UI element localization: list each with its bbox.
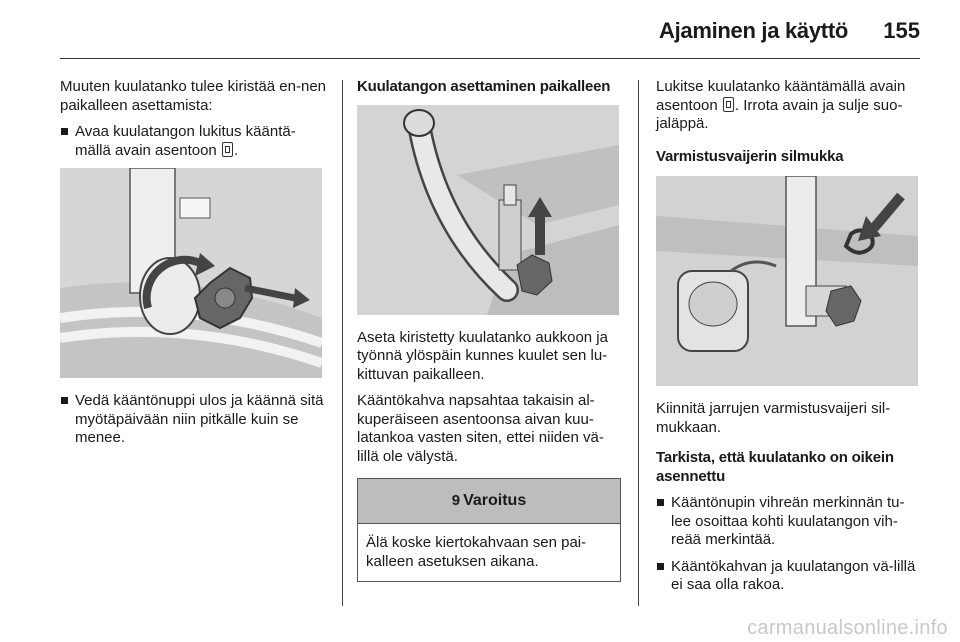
bullet-unlock: Avaa kuulatangon lukitus kääntä-mällä avain asentoon . [60,123,328,160]
column-2 [357,78,625,582]
column-3 [656,78,922,603]
attach-text: Kiinnitä jarrujen varmistusvaijeri sil-mukkaan. [656,400,891,436]
bullet-no-gap: Kääntökahvan ja kuulatangon vä-lillä ei saa olla rakoa. [656,558,922,595]
chapter-title: Ajaminen ja käyttö [659,18,848,43]
unlock-position-icon [222,142,233,157]
lock-text: Lukitse kuulatanko kääntämällä avain asentoon . Irrota avain ja sulje suo-jaläppä. [656,78,906,132]
lock-position-icon [723,97,734,112]
warning-box [357,478,621,582]
bullet-green-mark: Kääntönupin vihreän merkinnän tu-lee osoittaa kohti kuulatangon vih-reää merkintää. [656,494,922,550]
heading-mounting: Kuulatangon asettaminen paikalleen [357,78,611,95]
intro-text: Muuten kuulatanko tulee kiristää en-nen paikalleen asettamista: [60,78,327,114]
warning-title: Varoitus [463,491,527,509]
warning-text: Älä koske kiertokahvaan sen pai-kalleen asetuksen aikana. [366,534,587,570]
page-header [0,0,960,60]
figure-safety-loop [656,176,918,386]
watermark: carmanualsonline.info [747,617,948,639]
header-divider [60,58,920,59]
column-1 [60,78,328,456]
handle-text: Kääntökahva napsahtaa takaisin al-kuperäiseen asentoonsa aivan kuu-latankoa vasten siten, ettei niiden vä-lillä ole välystä. [357,392,604,465]
insert-text: Aseta kiristetty kuulatanko aukkoon ja työnnä ylöspäin kunnes kuulet sen lu-kittuvan paikalleen. [357,328,608,383]
figure-unlock-knob [60,168,322,378]
column-divider-2 [638,80,639,606]
heading-check: Tarkista, että kuulatanko on oikein asennettu [656,449,894,485]
warning-icon: 9 [451,491,461,509]
figure-insert-towbar [357,105,619,315]
column-divider-1 [342,80,343,606]
bullet-pull-knob: Vedä kääntönuppi ulos ja käännä sitä myötäpäivään niin pitkälle kuin se menee. [60,392,328,448]
warning-header [358,479,620,524]
heading-safety-loop: Varmistusvaijerin silmukka [656,147,844,165]
page-number: 155 [883,18,920,43]
